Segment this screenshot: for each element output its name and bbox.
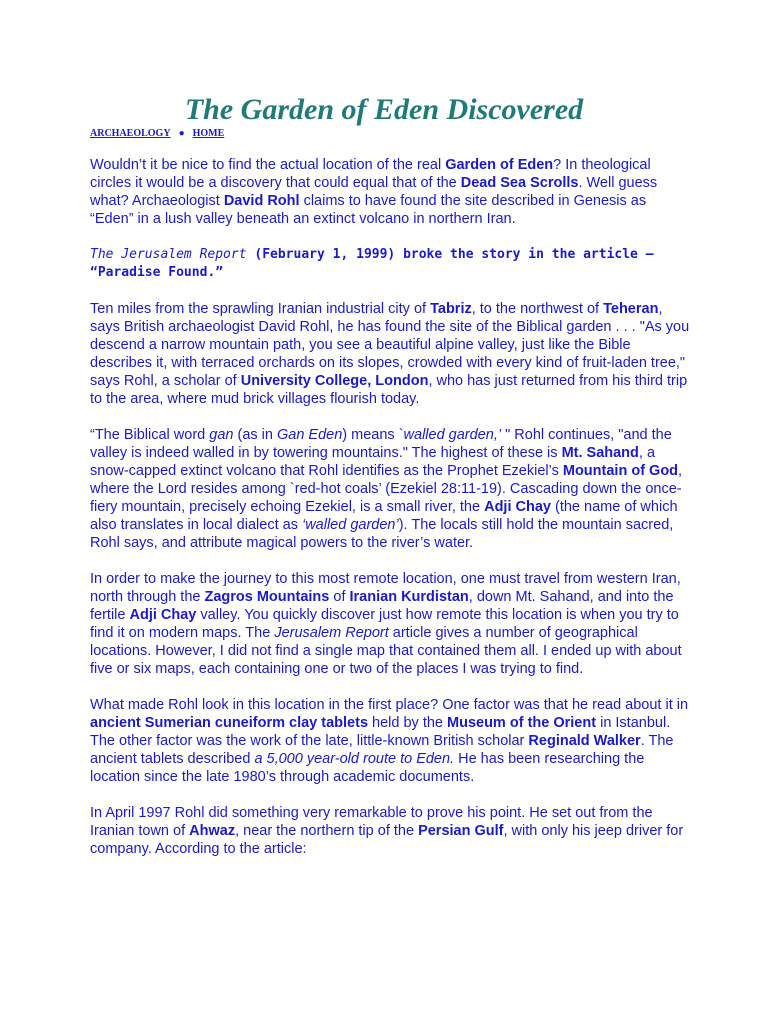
paragraph-intro: Wouldn’t it be nice to find the actual location of the real Garden of Eden? In theological circles it would be a discovery that could equal that of the Dead Sea Scrolls. Well guess what? Archaeologist David Rohl claims to have found the site described in Genesis as “Eden” in a lush valley beneath an extinct volcano in northern Iran. bbox=[90, 157, 658, 227]
page-title: The Garden of Eden Discovered bbox=[184, 93, 584, 126]
archaeology-link[interactable]: ARCHAEOLOGY bbox=[90, 128, 171, 139]
article-body bbox=[90, 156, 690, 876]
bullet-icon: ● bbox=[178, 128, 185, 139]
paragraph-april-1997: In April 1997 Rohl did something very remarkable to prove his point. He set out from the Iranian town of Ahwaz, near the northern tip of the Persian Gulf, with only his jeep driver for company. According to the article: bbox=[90, 805, 684, 857]
home-link[interactable]: HOME bbox=[192, 128, 225, 139]
paragraph-tablets: What made Rohl look in this location in the first place? One factor was that he read about it in ancient Sumerian cuneiform clay tablets held by the Museum of the Orient in Istanbul. The other factor was the work of the late, little-known British scholar Reginald Walker. The ancient tablets described a 5,000 year-old route to Eden. He has been researching the location since the late 1980’s through academic documents. bbox=[90, 697, 689, 785]
paragraph-source: The Jerusalem Report (February 1, 1999) broke the story in the article – “Paradise Found.” bbox=[90, 247, 654, 280]
paragraph-journey: In order to make the journey to this most remote location, one must travel from western Iran, north through the Zagros Mountains of Iranian Kurdistan, down Mt. Sahand, and into the fertile Adji Chay valley. You quickly discover just how remote this location is when you try to find it on modern maps. The Jerusalem Report article gives a number of geographical locations. However, I did not find a single map that contained them all. I ended up with about five or six maps, each containing one or two of the places I was trying to find. bbox=[90, 571, 682, 677]
paragraph-tabriz: Ten miles from the sprawling Iranian industrial city of Tabriz, to the northwest of Teheran, says British archaeologist David Rohl, he has found the site of the Biblical garden . . . "As you descend a narrow mountain path, you see a beautiful alpine valley, just like the Bible describes it, with terraced orchards on its slopes, crowded with every kind of fruit-laden tree," says Rohl, a scholar of University College, London, who has just returned from his third trip to the area, where mud brick villages flourish today. bbox=[90, 301, 690, 407]
paragraph-gan: “The Biblical word gan (as in Gan Eden) means `walled garden,’ " Rohl continues, "and the valley is indeed walled in by towering mountains." The highest of these is Mt. Sahand, a snow-capped extinct volcano that Rohl identifies as the Prophet Ezekiel’s Mountain of God, where the Lord resides among `red-hot coals’ (Ezekiel 28:11-19). Cascading down the once-fiery mountain, precisely echoing Ezekiel, is a small river, the Adji Chay (the name of which also translates in local dialect as ‘walled garden’). The locals still hold the mountain sacred, Rohl says, and attribute magical powers to the river’s water. bbox=[90, 427, 683, 551]
nav-links bbox=[90, 128, 224, 140]
